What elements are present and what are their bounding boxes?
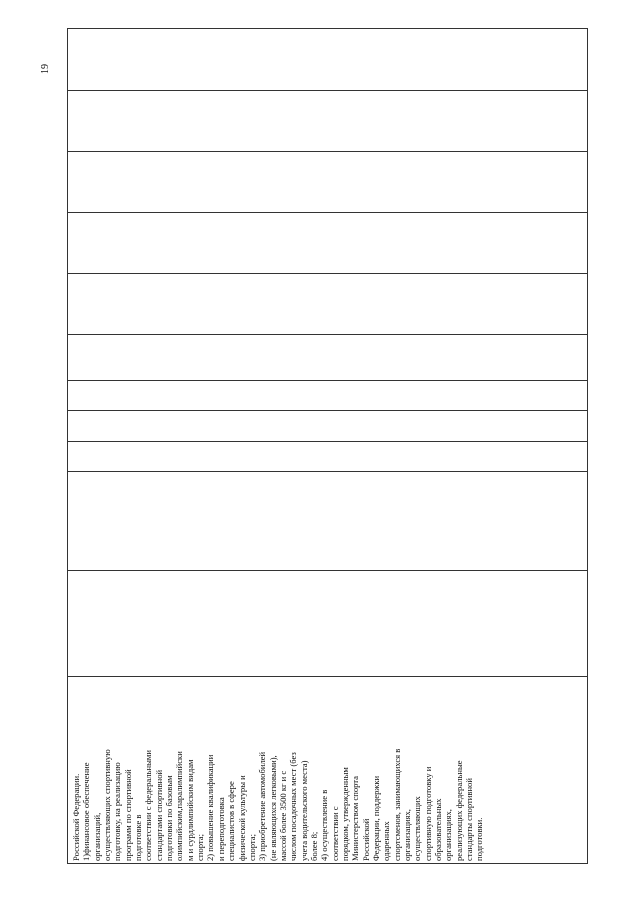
- cell-text-line: программ по спортивной: [122, 769, 133, 861]
- cell-text-line: подготовке в: [133, 814, 144, 861]
- cell-text-line: массой более 3500 кг и с: [277, 770, 288, 861]
- cell-text-line: организаций,: [91, 812, 102, 861]
- cell-text-line: осуществляющих: [412, 796, 423, 861]
- cell-text-line: учета водительского места): [298, 760, 309, 861]
- cell-text-line: спорта;: [246, 834, 257, 861]
- row-divider-7: [68, 410, 587, 411]
- row-divider-2: [68, 151, 587, 152]
- cell-text-line: Федерации, поддержки: [370, 775, 381, 861]
- cell-text-line: спортсменов, занимающихся в: [391, 748, 402, 861]
- cell-text-line: соответствии с федеральными: [143, 750, 154, 861]
- cell-text-line: реализующих федеральные: [453, 760, 464, 861]
- row-divider-9: [68, 471, 587, 472]
- cell-text-line: Российской: [360, 818, 371, 861]
- cell-text-line: и переподготовка: [215, 797, 226, 861]
- table-frame: [67, 28, 588, 864]
- text-cell: [68, 707, 588, 864]
- cell-text-line: организациях,: [402, 809, 412, 861]
- cell-text-line: подготовку, на реализацию: [112, 762, 123, 861]
- cell-text-line: физической культуры и: [236, 775, 247, 861]
- cell-text-line: специалистов в сфере: [226, 781, 237, 861]
- cell-text-line: осуществляющих спортивную: [102, 749, 113, 861]
- cell-text-line: (не являющихся легковыми),: [267, 755, 278, 861]
- cell-text-line: образовательных: [433, 798, 444, 861]
- row-divider-11: [68, 676, 587, 677]
- row-divider-10: [68, 570, 587, 571]
- cell-text-line: 3) приобретение автомобилей: [257, 751, 268, 861]
- cell-text-line: подготовки по базовым: [164, 775, 175, 861]
- cell-text-line: спортивную подготовку и: [422, 766, 433, 861]
- cell-text-line: Российской Федерации.: [71, 773, 81, 861]
- row-divider-5: [68, 334, 587, 335]
- cell-text-line: 1)финансовое обеспечение: [81, 762, 92, 861]
- row-divider-6: [68, 380, 587, 381]
- cell-text-line: олимпийским,паралимпийски: [174, 751, 185, 861]
- cell-text-line: 4) осуществление в: [319, 789, 330, 861]
- cell-text-line: м и сурдлимпийским видам: [184, 759, 195, 861]
- page-number: 19: [40, 64, 51, 74]
- cell-text-line: Министерством спорта: [350, 776, 361, 861]
- row-divider-4: [68, 273, 587, 274]
- row-divider-8: [68, 441, 587, 442]
- row-divider-3: [68, 212, 587, 213]
- cell-text-line: одаренных: [381, 821, 392, 861]
- cell-text-line: соответствии с: [329, 806, 340, 861]
- cell-text-line: организациях,: [443, 809, 454, 861]
- cell-text-line: числом посадочных мест (без: [288, 752, 299, 861]
- cell-text-line: более 8;: [308, 831, 319, 861]
- row-divider-1: [68, 90, 587, 91]
- cell-text-line: подготовки.: [474, 817, 485, 861]
- cell-text-line: 2) повышение квалификации: [205, 754, 216, 861]
- cell-text-line: порядком, утвержденным: [339, 767, 350, 861]
- cell-text-line: спорта;: [195, 834, 206, 861]
- cell-text-line: стандарты спортивной: [464, 778, 475, 861]
- cell-text-line: стандартами спортивной: [153, 769, 164, 861]
- rotated-cell-text: [68, 707, 588, 864]
